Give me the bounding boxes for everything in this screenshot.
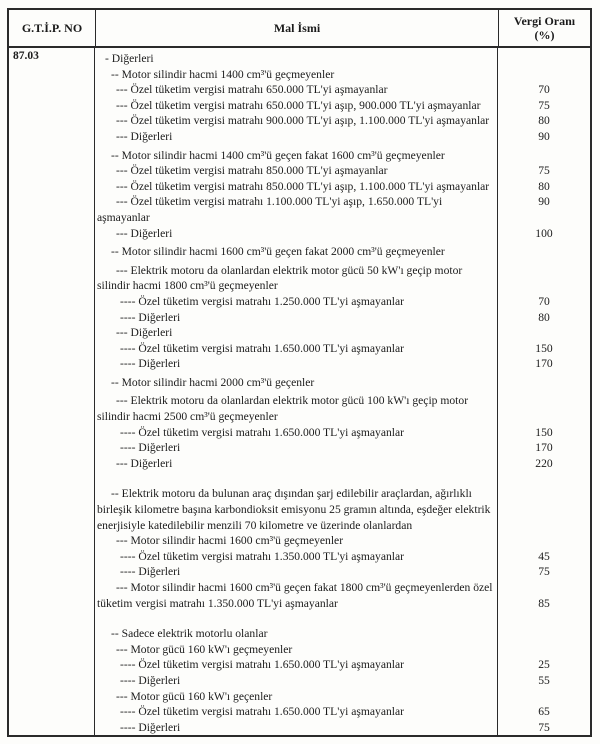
item-text: --- Özel tüketim vergisi matrahı 650.000 TL'yi aşıp, 900.000 TL'yi aşmayanlar xyxy=(116,98,481,112)
table-row xyxy=(95,471,590,533)
item-text: -- Motor silindir hacmi 1400 cm³'ü geçen fakat 1600 cm³'ü geçmeyenler xyxy=(111,148,445,162)
rate-value xyxy=(498,486,590,533)
item-and-rate-area xyxy=(95,48,590,735)
rate-value: 75 xyxy=(538,98,550,112)
table-row xyxy=(95,456,590,472)
rate-value xyxy=(498,263,590,294)
table-row xyxy=(95,673,590,689)
table-body xyxy=(9,48,590,735)
rate-value: 85 xyxy=(538,596,550,610)
rate-value xyxy=(498,533,590,549)
item-text: ---- Diğerleri xyxy=(120,673,181,687)
tax-rate-table xyxy=(7,8,592,737)
rate-value xyxy=(498,393,590,424)
item-text: ---- Diğerleri xyxy=(120,565,181,579)
rate-value: 150 xyxy=(535,425,553,439)
table-row xyxy=(95,82,590,98)
item-text: ---- Özel tüketim vergisi matrahı 1.650.000 TL'yi aşmayanlar xyxy=(120,658,405,672)
item-text: --- Motor silindir hacmi 1600 cm³'ü geçmeyenler xyxy=(116,534,344,548)
rate-value: 100 xyxy=(535,226,553,240)
table-row xyxy=(95,113,590,129)
item-text: ---- Özel tüketim vergisi matrahı 1.350.000 TL'yi aşmayanlar xyxy=(120,549,405,563)
table-row xyxy=(95,564,590,580)
table-row xyxy=(95,294,590,310)
table-header-row xyxy=(9,10,590,48)
rate-value: 80 xyxy=(538,114,550,128)
item-text: - Diğerleri xyxy=(105,52,154,65)
rate-value: 170 xyxy=(535,441,553,455)
rate-value: 80 xyxy=(538,179,550,193)
tax-rate-header-line1: Vergi Oranı xyxy=(513,14,576,28)
item-text: -- Motor silindir hacmi 2000 cm³'ü geçenler xyxy=(111,375,315,389)
table-row xyxy=(95,689,590,705)
item-text: --- Özel tüketim vergisi matrahı 850.000 TL'yi aşıp, 1.100.000 TL'yi aşmayanlar xyxy=(116,179,490,193)
item-text: ---- Diğerleri xyxy=(120,720,181,734)
table-row xyxy=(95,390,590,424)
item-text: ---- Diğerleri xyxy=(120,441,181,455)
table-row xyxy=(95,657,590,673)
rate-value: 75 xyxy=(538,164,550,178)
item-text: --- Elektrik motoru da olanlardan elektrik motor gücü 50 kW'ı geçip motor silindir hacmi 1800 cm³'ü geçmeyenler xyxy=(97,263,463,293)
item-text: --- Özel tüketim vergisi matrahı 1.100.000 TL'yi aşıp, 1.650.000 TL'yi aşmayanlar xyxy=(97,195,443,224)
item-text: ---- Özel tüketim vergisi matrahı 1.250.000 TL'yi aşmayanlar xyxy=(120,294,405,308)
item-text: ---- Diğerleri xyxy=(120,357,181,371)
rate-value: 220 xyxy=(535,456,553,470)
rate-value: 25 xyxy=(538,658,550,672)
rate-value xyxy=(498,626,590,642)
item-text: ---- Özel tüketim vergisi matrahı 1.650.000 TL'yi aşmayanlar xyxy=(120,341,405,355)
col-header-gtip: G.T.İ.P. NO xyxy=(9,10,96,46)
item-text: -- Elektrik motoru da bulunan araç dışından şarj edilebilir araçlardan, ağırlıklı birleşik kilometre başına karbondioksit emisyonu 25 gramın altında, eşdeğer elektrik enerjisiyle katedilebilir menzili 70 kilometre ve üzerinde olanlardan xyxy=(97,487,491,532)
item-text: --- Diğerleri xyxy=(116,456,173,470)
item-text: --- Özel tüketim vergisi matrahı 650.000 TL'yi aşmayanlar xyxy=(116,83,388,97)
table-row xyxy=(95,310,590,326)
table-row xyxy=(95,145,590,164)
item-text: --- Diğerleri xyxy=(116,129,173,143)
table-row xyxy=(95,98,590,114)
tax-rate-header-line2: (%) xyxy=(534,28,555,42)
table-row xyxy=(95,356,590,372)
item-text: --- Motor gücü 160 kW'ı geçmeyenler xyxy=(116,642,293,656)
rate-value xyxy=(498,51,590,67)
rate-value xyxy=(498,375,590,391)
item-text: --- Diğerleri xyxy=(116,326,173,340)
table-row xyxy=(95,642,590,658)
table-row xyxy=(95,226,590,242)
item-text: --- Motor silindir hacmi 1600 cm³'ü geçen fakat 1800 cm³'ü geçmeyenlerden özel tüketim vergisi matrahı 1.350.000 TL'yi aşmayanlar xyxy=(97,581,493,610)
rate-value xyxy=(498,67,590,83)
rate-value xyxy=(498,244,590,260)
rate-value: 45 xyxy=(538,549,550,563)
gtip-code-cell: 87.03 xyxy=(9,48,95,735)
item-text: -- Motor silindir hacmi 1400 cm³'ü geçmeyenler xyxy=(111,67,335,81)
table-row xyxy=(95,341,590,357)
table-row xyxy=(95,179,590,195)
col-header-item-name: Mal İsmi xyxy=(273,20,321,35)
table-rows xyxy=(95,48,590,735)
rate-column-divider xyxy=(497,48,498,735)
item-text: --- Motor gücü 160 kW'ı geçenler xyxy=(116,689,273,703)
table-row xyxy=(95,67,590,83)
item-text: -- Sadece elektrik motorlu olanlar xyxy=(111,627,268,641)
item-text: ---- Diğerleri xyxy=(120,310,181,324)
table-row xyxy=(95,163,590,179)
item-text: --- Diğerleri xyxy=(116,226,173,240)
rate-value xyxy=(498,148,590,164)
rate-value: 150 xyxy=(535,341,553,355)
rate-value: 75 xyxy=(538,565,550,579)
item-text: ---- Özel tüketim vergisi matrahı 1.650.000 TL'yi aşmayanlar xyxy=(120,425,405,439)
table-row xyxy=(95,549,590,565)
item-text: -- Motor silindir hacmi 1600 cm³'ü geçen fakat 2000 cm³'ü geçmeyenler xyxy=(111,245,445,259)
col-header-tax-rate xyxy=(498,10,590,46)
rate-value xyxy=(498,325,590,341)
rate-value: 70 xyxy=(538,294,550,308)
table-row xyxy=(95,194,590,225)
table-row xyxy=(95,533,590,549)
item-text: --- Elektrik motoru da olanlardan elektrik motor gücü 100 kW'ı geçip motor silindir hacmi 2500 cm³'ü geçmeyenler xyxy=(97,394,469,424)
rate-value: 55 xyxy=(538,673,550,687)
table-row xyxy=(95,372,590,391)
table-row xyxy=(95,129,590,145)
rate-value xyxy=(498,689,590,705)
table-row xyxy=(95,425,590,441)
rate-value: 70 xyxy=(538,83,550,97)
rate-value: 170 xyxy=(535,357,553,371)
table-row xyxy=(95,720,590,736)
rate-value: 65 xyxy=(538,705,550,719)
rate-value: 90 xyxy=(538,129,550,143)
table-row xyxy=(95,611,590,642)
item-text: --- Özel tüketim vergisi matrahı 850.000 TL'yi aşmayanlar xyxy=(116,164,388,178)
rate-value xyxy=(498,642,590,658)
table-row xyxy=(95,260,590,294)
table-row xyxy=(95,580,590,611)
table-row xyxy=(95,704,590,720)
rate-value: 80 xyxy=(538,310,550,324)
table-row xyxy=(95,241,590,260)
table-row xyxy=(95,51,590,67)
rate-value: 90 xyxy=(538,195,550,209)
item-text: --- Özel tüketim vergisi matrahı 900.000 TL'yi aşıp, 1.100.000 TL'yi aşmayanlar xyxy=(116,114,490,128)
table-row xyxy=(95,325,590,341)
item-text: ---- Özel tüketim vergisi matrahı 1.650.000 TL'yi aşmayanlar xyxy=(120,705,405,719)
rate-value: 75 xyxy=(538,720,550,734)
table-row xyxy=(95,440,590,456)
